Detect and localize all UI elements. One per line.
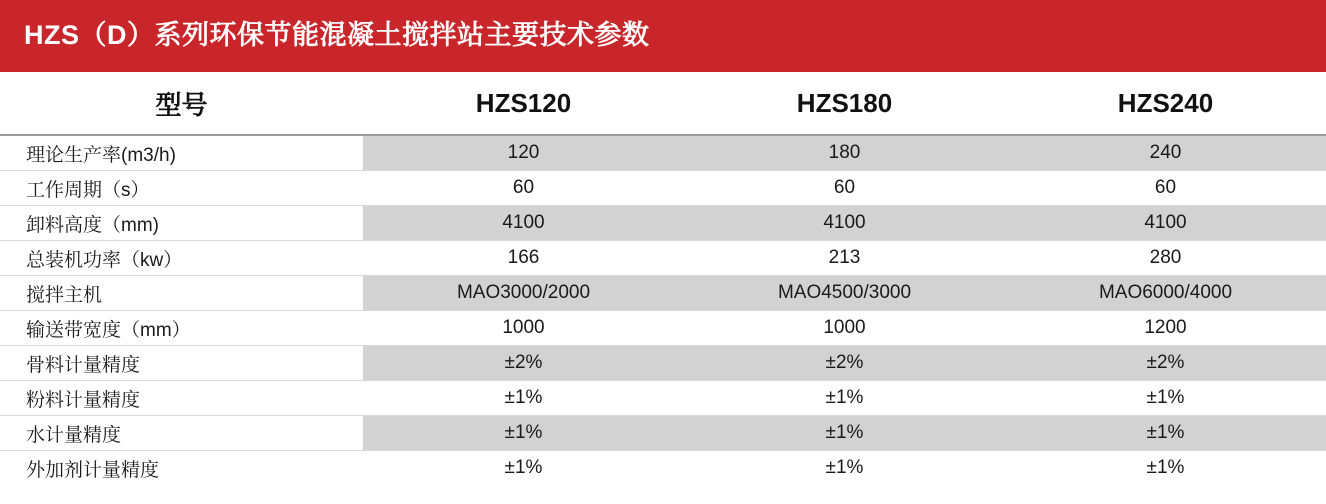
row-label: 卸料高度（mm) [0, 206, 363, 241]
cell-value: ±1% [684, 416, 1005, 451]
cell-value: 1000 [684, 311, 1005, 346]
row-label: 骨料计量精度 [0, 346, 363, 381]
table-header-row [0, 72, 1326, 135]
row-label: 粉料计量精度 [0, 381, 363, 416]
cell-value: ±1% [363, 451, 684, 486]
table-row [0, 346, 1326, 381]
cell-value: 60 [1005, 171, 1326, 206]
cell-value: ±2% [684, 346, 1005, 381]
row-label: 输送带宽度（mm） [0, 311, 363, 346]
table-row [0, 241, 1326, 276]
table-body [0, 135, 1326, 485]
table-row [0, 416, 1326, 451]
table-row [0, 381, 1326, 416]
title-bar [0, 0, 1326, 72]
cell-value: ±2% [363, 346, 684, 381]
cell-value: MAO4500/3000 [684, 276, 1005, 311]
row-label: 总装机功率（kw） [0, 241, 363, 276]
row-label: 工作周期（s） [0, 171, 363, 206]
cell-value: 4100 [684, 206, 1005, 241]
cell-value: MAO3000/2000 [363, 276, 684, 311]
cell-value: 4100 [363, 206, 684, 241]
cell-value: 60 [684, 171, 1005, 206]
page-title: HZS（D）系列环保节能混凝土搅拌站主要技术参数 [24, 20, 650, 51]
cell-value: 240 [1005, 135, 1326, 171]
specifications-table [0, 72, 1326, 485]
cell-value: MAO6000/4000 [1005, 276, 1326, 311]
cell-value: ±1% [1005, 451, 1326, 486]
cell-value: 166 [363, 241, 684, 276]
cell-value: ±1% [363, 381, 684, 416]
table-header [0, 72, 1326, 135]
cell-value: 4100 [1005, 206, 1326, 241]
table-row [0, 206, 1326, 241]
row-label: 外加剂计量精度 [0, 451, 363, 486]
column-header-hzs180: HZS180 [684, 72, 1005, 135]
row-label: 理论生产率(m3/h) [0, 135, 363, 171]
cell-value: 1200 [1005, 311, 1326, 346]
column-header-hzs120: HZS120 [363, 72, 684, 135]
cell-value: ±1% [363, 416, 684, 451]
table-row [0, 311, 1326, 346]
table-row [0, 135, 1326, 171]
cell-value: ±1% [684, 381, 1005, 416]
cell-value: 180 [684, 135, 1005, 171]
cell-value: ±1% [684, 451, 1005, 486]
table-row [0, 276, 1326, 311]
cell-value: 1000 [363, 311, 684, 346]
cell-value: ±2% [1005, 346, 1326, 381]
column-header-model: 型号 [0, 72, 363, 135]
cell-value: 120 [363, 135, 684, 171]
table-row [0, 171, 1326, 206]
cell-value: ±1% [1005, 381, 1326, 416]
cell-value: 213 [684, 241, 1005, 276]
row-label: 搅拌主机 [0, 276, 363, 311]
column-header-hzs240: HZS240 [1005, 72, 1326, 135]
cell-value: 60 [363, 171, 684, 206]
cell-value: 280 [1005, 241, 1326, 276]
table-row [0, 451, 1326, 486]
row-label: 水计量精度 [0, 416, 363, 451]
cell-value: ±1% [1005, 416, 1326, 451]
